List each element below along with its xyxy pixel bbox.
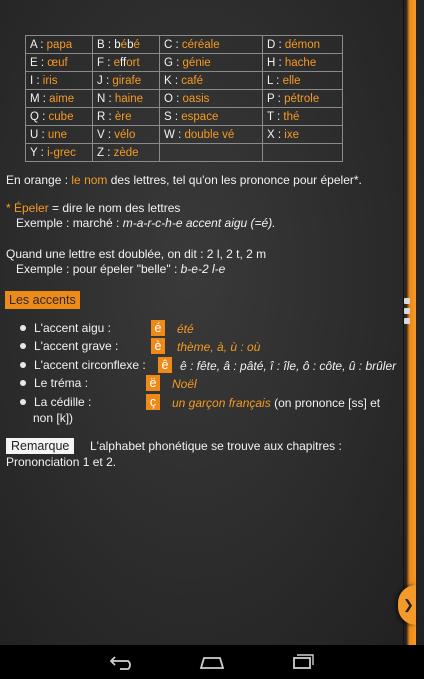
intro-text-end: des lettres, tel qu'on les prononce pour épeler*. bbox=[107, 173, 362, 187]
letter-example: ixe bbox=[284, 128, 299, 141]
letter-example: oasis bbox=[182, 92, 210, 105]
alphabet-cell bbox=[263, 144, 343, 162]
letter-label: E : bbox=[30, 56, 48, 69]
letter-example: girafe bbox=[112, 74, 142, 87]
remarque-label: Remarque bbox=[6, 438, 74, 454]
accent-example-text: un garçon français bbox=[172, 396, 271, 410]
letter-label: F : bbox=[97, 56, 114, 69]
letter-example: haine bbox=[114, 92, 144, 105]
letter-label: O : bbox=[164, 92, 183, 105]
letter-example: elle bbox=[282, 74, 301, 87]
doublee-text: Quand une lettre est doublée, on dit : 2 l, 2 t, 2 m bbox=[6, 247, 267, 261]
bullet-icon bbox=[20, 362, 26, 368]
letter-example: i-grec bbox=[47, 146, 76, 159]
accent-example bbox=[177, 322, 194, 337]
alphabet-cell bbox=[160, 72, 263, 90]
letter-label: Y : bbox=[30, 146, 48, 159]
doublee-line bbox=[6, 247, 266, 262]
accent-label: L'accent circonflexe : bbox=[34, 358, 146, 372]
letter-label: S : bbox=[164, 110, 182, 123]
alphabet-row bbox=[26, 126, 343, 144]
accents-header: Les accents bbox=[5, 291, 80, 309]
alphabet-cell bbox=[93, 36, 160, 54]
bullet-icon bbox=[20, 380, 26, 386]
alphabet-row bbox=[26, 108, 343, 126]
drag-handle-icon[interactable] bbox=[404, 298, 410, 334]
accent-label: Le tréma : bbox=[34, 376, 89, 390]
letter-example: vélo bbox=[114, 128, 136, 141]
accent-item bbox=[20, 394, 91, 411]
epeler-example bbox=[6, 216, 276, 231]
example-value: b-e-2 l-e bbox=[180, 262, 226, 276]
letter-label: P : bbox=[267, 92, 285, 105]
accent-item bbox=[20, 320, 111, 337]
alphabet-cell bbox=[160, 108, 263, 126]
letter-label: I : bbox=[30, 74, 43, 87]
letter-example: iris bbox=[42, 74, 58, 87]
accent-item bbox=[20, 375, 88, 392]
letter-example: ort bbox=[126, 56, 140, 69]
alphabet-cell bbox=[93, 108, 160, 126]
letter-label: B : bbox=[97, 38, 115, 51]
accent-example bbox=[172, 396, 380, 411]
letter-example: espace bbox=[181, 110, 219, 123]
chevron-right-icon: ❯ bbox=[403, 597, 414, 612]
alphabet-cell bbox=[263, 54, 343, 72]
letter-example: démon bbox=[284, 38, 321, 51]
alphabet-cell bbox=[93, 54, 160, 72]
intro-text: En orange : bbox=[6, 173, 72, 187]
letter-example: une bbox=[47, 128, 68, 141]
letter-example: double vé bbox=[184, 128, 235, 141]
letter-example: ff bbox=[120, 56, 127, 69]
letter-example: e bbox=[113, 56, 121, 69]
letter-example: café bbox=[181, 74, 204, 87]
epeler-definition bbox=[6, 201, 180, 216]
letter-example: génie bbox=[182, 56, 211, 69]
alphabet-cell bbox=[160, 36, 263, 54]
home-icon[interactable] bbox=[198, 653, 226, 671]
accent-note: (on prononce [ss] et bbox=[270, 396, 381, 410]
accent-badge: ç bbox=[146, 394, 160, 410]
alphabet-cell bbox=[263, 108, 343, 126]
doublee-example bbox=[6, 262, 225, 277]
alphabet-cell bbox=[26, 90, 93, 108]
letter-label: A : bbox=[30, 38, 47, 51]
alphabet-cell bbox=[263, 90, 343, 108]
accent-badge: è bbox=[151, 338, 165, 354]
bullet-icon bbox=[20, 343, 26, 349]
alphabet-cell bbox=[160, 54, 263, 72]
accent-example-text: Noël bbox=[172, 377, 197, 391]
alphabet-cell bbox=[263, 36, 343, 54]
accent-badge: ë bbox=[146, 375, 160, 391]
accent-item bbox=[20, 338, 118, 355]
example-value: m-a-r-c-h-e accent aigu (=é). bbox=[122, 216, 276, 230]
letter-example: é bbox=[120, 38, 128, 51]
alphabet-cell bbox=[263, 72, 343, 90]
accent-note-cont: non [k]) bbox=[33, 411, 74, 425]
accent-label: La cédille : bbox=[34, 395, 92, 409]
example-label: Exemple : marché : bbox=[16, 216, 123, 230]
alphabet-cell bbox=[160, 144, 263, 162]
alphabet-cell bbox=[93, 144, 160, 162]
bullet-icon bbox=[20, 399, 26, 405]
letter-example: hache bbox=[284, 56, 317, 69]
letter-label: Z : bbox=[97, 146, 114, 159]
letter-example: papa bbox=[46, 38, 73, 51]
accent-example-text: ê : fête, â : pâté, î : île, ô : côte, û : brûler bbox=[180, 359, 397, 373]
example-label: Exemple : pour épeler "belle" : bbox=[16, 262, 181, 276]
accent-badge: ê bbox=[158, 357, 172, 373]
letter-label: M : bbox=[30, 92, 50, 105]
letter-example: céréale bbox=[181, 38, 220, 51]
intro-highlight: le nom bbox=[71, 173, 108, 187]
accent-badge: é bbox=[151, 320, 165, 336]
alphabet-table bbox=[25, 35, 343, 162]
alphabet-row bbox=[26, 36, 343, 54]
system-nav-bar bbox=[0, 645, 424, 679]
letter-example: ère bbox=[114, 110, 132, 123]
letter-label: W : bbox=[164, 128, 185, 141]
recents-icon[interactable] bbox=[288, 653, 316, 671]
alphabet-cell bbox=[26, 36, 93, 54]
alphabet-cell bbox=[26, 144, 93, 162]
alphabet-cell bbox=[26, 126, 93, 144]
alphabet-row bbox=[26, 72, 343, 90]
alphabet-cell bbox=[26, 108, 93, 126]
epeler-term: * Épeler bbox=[6, 201, 49, 215]
letter-label: Q : bbox=[30, 110, 49, 123]
accent-label: L'accent grave : bbox=[34, 339, 119, 353]
letter-label: K : bbox=[164, 74, 182, 87]
letter-example: thé bbox=[283, 110, 300, 123]
accent-example bbox=[172, 377, 197, 392]
alphabet-cell bbox=[93, 90, 160, 108]
intro-line bbox=[6, 173, 362, 188]
back-icon[interactable] bbox=[108, 653, 136, 671]
alphabet-cell bbox=[26, 72, 93, 90]
letter-label: H : bbox=[267, 56, 285, 69]
letter-label: J : bbox=[97, 74, 113, 87]
letter-example: cube bbox=[48, 110, 74, 123]
letter-label: T : bbox=[267, 110, 284, 123]
alphabet-row bbox=[26, 90, 343, 108]
alphabet-row bbox=[26, 144, 343, 162]
epeler-rest: = dire le nom des lettres bbox=[48, 201, 181, 215]
accent-example-text: été bbox=[177, 322, 194, 336]
letter-label: D : bbox=[267, 38, 285, 51]
letter-label: R : bbox=[97, 110, 115, 123]
alphabet-cell bbox=[160, 126, 263, 144]
accent-example-text: thème, à, ù : où bbox=[177, 340, 261, 354]
alphabet-cell bbox=[93, 72, 160, 90]
alphabet-cell bbox=[160, 90, 263, 108]
remarque-text-2: Prononciation 1 et 2. bbox=[6, 455, 117, 469]
letter-example: é bbox=[133, 38, 140, 51]
letter-label: G : bbox=[164, 56, 183, 69]
bullet-icon bbox=[20, 325, 26, 331]
letter-label: V : bbox=[97, 128, 115, 141]
alphabet-cell bbox=[93, 126, 160, 144]
letter-label: X : bbox=[267, 128, 285, 141]
letter-example: pétrole bbox=[284, 92, 320, 105]
accent-item bbox=[20, 357, 146, 374]
letter-label: L : bbox=[267, 74, 283, 87]
alphabet-row bbox=[26, 54, 343, 72]
letter-example: œuf bbox=[47, 56, 68, 69]
letter-example: aime bbox=[49, 92, 75, 105]
letter-example: zède bbox=[113, 146, 139, 159]
letter-example: b bbox=[127, 38, 134, 51]
accent-example bbox=[177, 340, 260, 355]
accent-label: L'accent aigu : bbox=[34, 321, 112, 335]
alphabet-cell bbox=[263, 126, 343, 144]
letter-label: C : bbox=[164, 38, 182, 51]
accent-example bbox=[180, 359, 396, 374]
alphabet-cell bbox=[26, 54, 93, 72]
letter-label: N : bbox=[97, 92, 115, 105]
letter-example: b bbox=[114, 38, 121, 51]
remarque-text: L'alphabet phonétique se trouve aux chapitres : bbox=[90, 439, 342, 453]
letter-label: U : bbox=[30, 128, 48, 141]
